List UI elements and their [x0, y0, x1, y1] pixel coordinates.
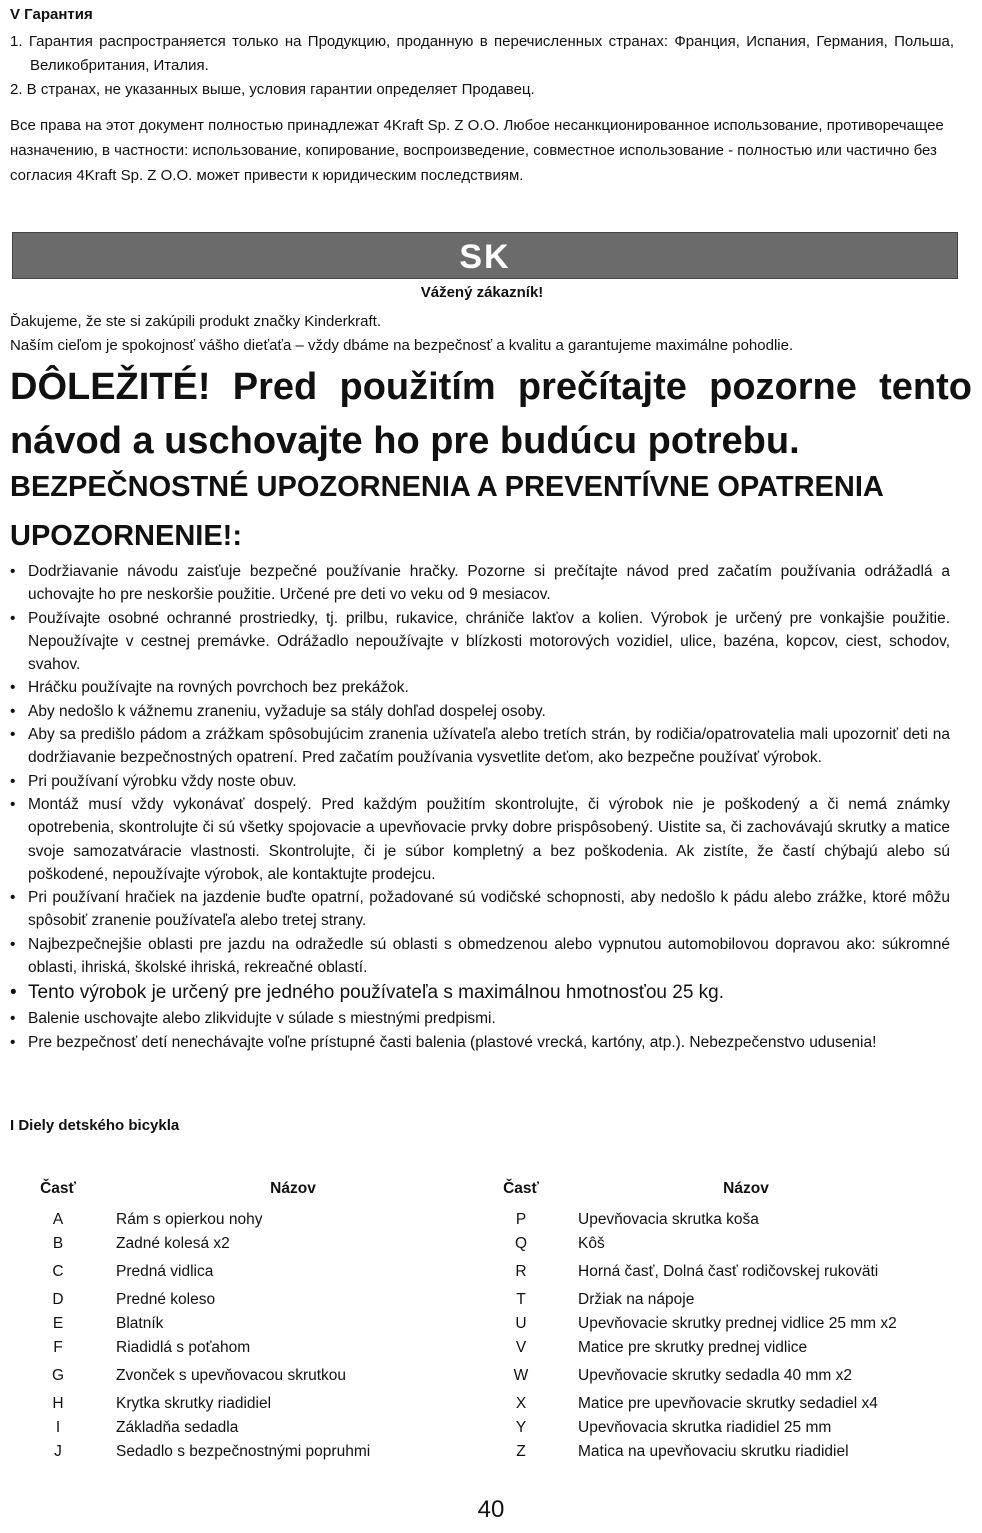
column-header: Časť: [503, 1180, 539, 1197]
part-letter: B: [52, 1235, 64, 1252]
part-name: Blatník: [116, 1315, 164, 1332]
part-letter: Y: [515, 1419, 527, 1436]
safety-bullet: • Pre bezpečnosť detí nenechávajte voľne prístupné časti balenia (plastové vrecká, kartóny, atp.). Nebezpečenstvo udusenia!: [10, 1031, 950, 1054]
part-name: Horná časť, Dolná časť rodičovskej rukoväti: [578, 1263, 879, 1280]
bullet-icon: •: [10, 1010, 16, 1028]
bullet-icon: •: [10, 609, 16, 627]
bullet-icon: •: [10, 1033, 16, 1051]
table-row: [30, 1312, 950, 1336]
part-name: Predné koleso: [116, 1291, 216, 1308]
ru-warranty-title: V Гарантия: [10, 6, 93, 23]
part-name: Sedadlo s bezpečnostnými popruhmi: [116, 1443, 371, 1460]
safety-bullet: • Dodržiavanie návodu zaisťuje bezpečné používanie hračky. Pozorne si prečítajte návod pred začatím používania odrážadlá a uchovajte ho pre neskoršie použitie. Určené pre deti vo veku od 9 mesiacov.: [10, 560, 950, 607]
important-notice: DÔLEŽITÉ! Pred použitím prečítajte pozorne tento návod a uschovajte ho pre budúcu potrebu.: [10, 366, 972, 462]
part-name: Upevňovacie skrutky prednej vidlice 25 mm x2: [578, 1315, 897, 1332]
ru-warranty-item: 2. В странах, не указанных выше, условия гарантии определяет Продавец.: [10, 81, 535, 98]
part-name: Matice pre skrutky prednej vidlice: [578, 1339, 808, 1356]
column-header: Názov: [723, 1180, 769, 1197]
part-letter: C: [52, 1263, 64, 1280]
greeting: Vážený zákazník!: [420, 284, 544, 301]
part-name: Matice pre upevňovacie skrutky sedadiel x4: [578, 1395, 878, 1412]
safety-bullet: • Najbezpečnejšie oblasti pre jazdu na odražedle sú oblasti s obmedzenou alebo vypnutou automobilovou dopravou ako: súkromné oblasti, ihriská, školské ihriská, rekreačné oblastí.: [10, 933, 950, 980]
part-name: Krytka skrutky riadidiel: [116, 1395, 272, 1412]
part-letter: Q: [514, 1235, 528, 1252]
safety-bullet: • Pri používaní výrobku vždy noste obuv.: [10, 770, 950, 793]
bullet-icon: •: [10, 935, 16, 953]
safety-bullet: • Tento výrobok je určený pre jedného používateľa s maximálnou hmotnosťou 25 kg.: [10, 979, 950, 1007]
part-letter: E: [52, 1315, 64, 1332]
safety-bullet: • Pri používaní hračiek na jazdenie buďte opatrní, požadované sú vodičské schopnosti, aby nedošlo k pádu alebo zrážke, ktoré môžu spôsobiť zranenie používateľa alebo tretej strany.: [10, 886, 950, 933]
part-name: Upevňovacia skrutka riadidiel 25 mm: [578, 1419, 832, 1436]
part-name: Zvonček s upevňovacou skrutkou: [116, 1367, 347, 1384]
bullet-icon: •: [10, 889, 16, 907]
part-name: Držiak na nápoje: [578, 1291, 695, 1308]
table-row: [30, 1336, 950, 1360]
safety-heading: BEZPEČNOSTNÉ UPOZORNENIA A PREVENTÍVNE OPATRENIA: [10, 471, 884, 503]
page-number: 40: [477, 1496, 505, 1523]
table-row: [30, 1284, 950, 1312]
part-name: Matica na upevňovaciu skrutku riadidiel: [578, 1443, 849, 1460]
parts-heading: I Diely detského bicykla: [10, 1117, 180, 1134]
language-banner: SK: [12, 232, 958, 279]
ru-warranty-list: [10, 30, 954, 102]
parts-table-header-row: [30, 1170, 950, 1208]
rights-notice: Все права на этот документ полностью принадлежат 4Kraft Sp. Z O.O. Любое несанкционированное использование, противоречащее назначению, в частности: использование, копирование, воспроизведение, совместное использование - полностью или частично без согласия 4Kraft Sp. Z O.O. может привести к юридическим последствиям.: [10, 117, 944, 184]
part-letter: F: [53, 1339, 63, 1356]
parts-table-body: [30, 1208, 950, 1464]
bullet-icon: •: [10, 795, 16, 813]
part-letter: P: [515, 1211, 527, 1228]
part-letter: Z: [516, 1443, 526, 1460]
table-row: [30, 1440, 950, 1464]
column-header: Časť: [40, 1180, 76, 1197]
intro-text: [10, 310, 954, 358]
part-letter: R: [515, 1263, 527, 1280]
part-name: Základňa sedadla: [116, 1419, 239, 1436]
part-letter: U: [515, 1315, 527, 1332]
part-letter: G: [51, 1367, 65, 1384]
part-letter: H: [52, 1395, 64, 1412]
part-letter: A: [52, 1211, 64, 1228]
table-row: [30, 1256, 950, 1284]
part-name: Riadidlá s poťahom: [116, 1339, 251, 1356]
part-letter: D: [52, 1291, 64, 1308]
intro-line: Naším cieľom je spokojnosť vášho dieťaťa – vždy dbáme na bezpečnosť a kvalitu a garantujeme maximálne pohodlie.: [10, 337, 794, 354]
table-row: [30, 1208, 950, 1232]
part-name: Predná vidlica: [116, 1263, 214, 1280]
part-letter: V: [515, 1339, 527, 1356]
table-row: [30, 1360, 950, 1388]
bullet-icon: •: [10, 563, 16, 580]
bullet-icon: •: [10, 702, 16, 720]
parts-table: [30, 1170, 950, 1464]
column-header: Názov: [270, 1180, 316, 1197]
part-name: Zadné kolesá x2: [116, 1235, 230, 1252]
table-row: [30, 1232, 950, 1256]
intro-line: Ďakujeme, že ste si zakúpili produkt značky Kinderkraft.: [10, 313, 381, 330]
safety-bullet: • Hráčku používajte na rovných povrchoch bez prekážok.: [10, 676, 950, 699]
bullet-icon: •: [10, 982, 17, 1004]
safety-bullet: • Aby sa predišlo pádom a zrážkam spôsobujúcim zranenia užívateľa alebo tretích strán, by rodičia/opatrovatelia mali upozorniť deti na dodržiavanie bezpečnostných opatrení. Pred začatím používania vysvetlite deťom, ako bezpečne používať výrobok.: [10, 723, 950, 770]
part-letter: X: [515, 1395, 527, 1412]
part-name: Rám s opierkou nohy: [116, 1211, 263, 1228]
bullet-icon: •: [10, 726, 16, 744]
part-name: Kôš: [578, 1235, 605, 1252]
table-row: [30, 1416, 950, 1440]
bullet-icon: •: [10, 772, 16, 790]
part-name: Upevňovacia skrutka koša: [578, 1211, 759, 1228]
part-letter: I: [55, 1419, 61, 1436]
safety-bullet: • Balenie uschovajte alebo zlikvidujte v súlade s miestnými predpismi.: [10, 1007, 950, 1030]
table-row: [30, 1388, 950, 1416]
ru-warranty-item: 1. Гарантия распространяется только на Продукцию, проданную в перечисленных странах: Франция, Испания, Германия, Польша, Великобритания, Италия.: [10, 33, 954, 74]
part-letter: T: [516, 1291, 526, 1308]
bullet-icon: •: [10, 679, 16, 697]
part-letter: J: [54, 1443, 62, 1460]
part-letter: W: [513, 1367, 529, 1384]
warning-heading: UPOZORNENIE!:: [10, 520, 242, 552]
safety-bullet-list: [10, 560, 950, 1054]
part-name: Upevňovacie skrutky sedadla 40 mm x2: [578, 1367, 852, 1384]
safety-bullet: • Montáž musí vždy vykonávať dospelý. Pred každým použitím skontrolujte, či výrobok nie je poškodený a či nemá známky opotrebenia, skontrolujte či sú všetky spojovacie a upevňovacie prvky dobre prispôsobený. Uistite sa, či zachovávajú skrutky a matice svoje samozatváracie vlastnosti. Skontrolujte, či je súbor kompletný a bez poškodenia. Ak zistíte, že častí chýbajú alebo sú poškodené, nepoužívajte výrobok, ale kontaktujte prodejcu.: [10, 793, 950, 886]
safety-bullet: • Aby nedošlo k vážnemu zraneniu, vyžaduje sa stály dohľad dospelej osoby.: [10, 700, 950, 723]
safety-bullet: • Používajte osobné ochranné prostriedky, tj. prilbu, rukavice, chrániče lakťov a kolien. Výrobok je určený pre vonkajšie použitie. Nepoužívajte v cestnej premávke. Odrážadlo nepoužívajte v blízkosti motorových vozidiel, ulice, bazéna, kopcov, ciest, schodov, svahov.: [10, 607, 950, 677]
